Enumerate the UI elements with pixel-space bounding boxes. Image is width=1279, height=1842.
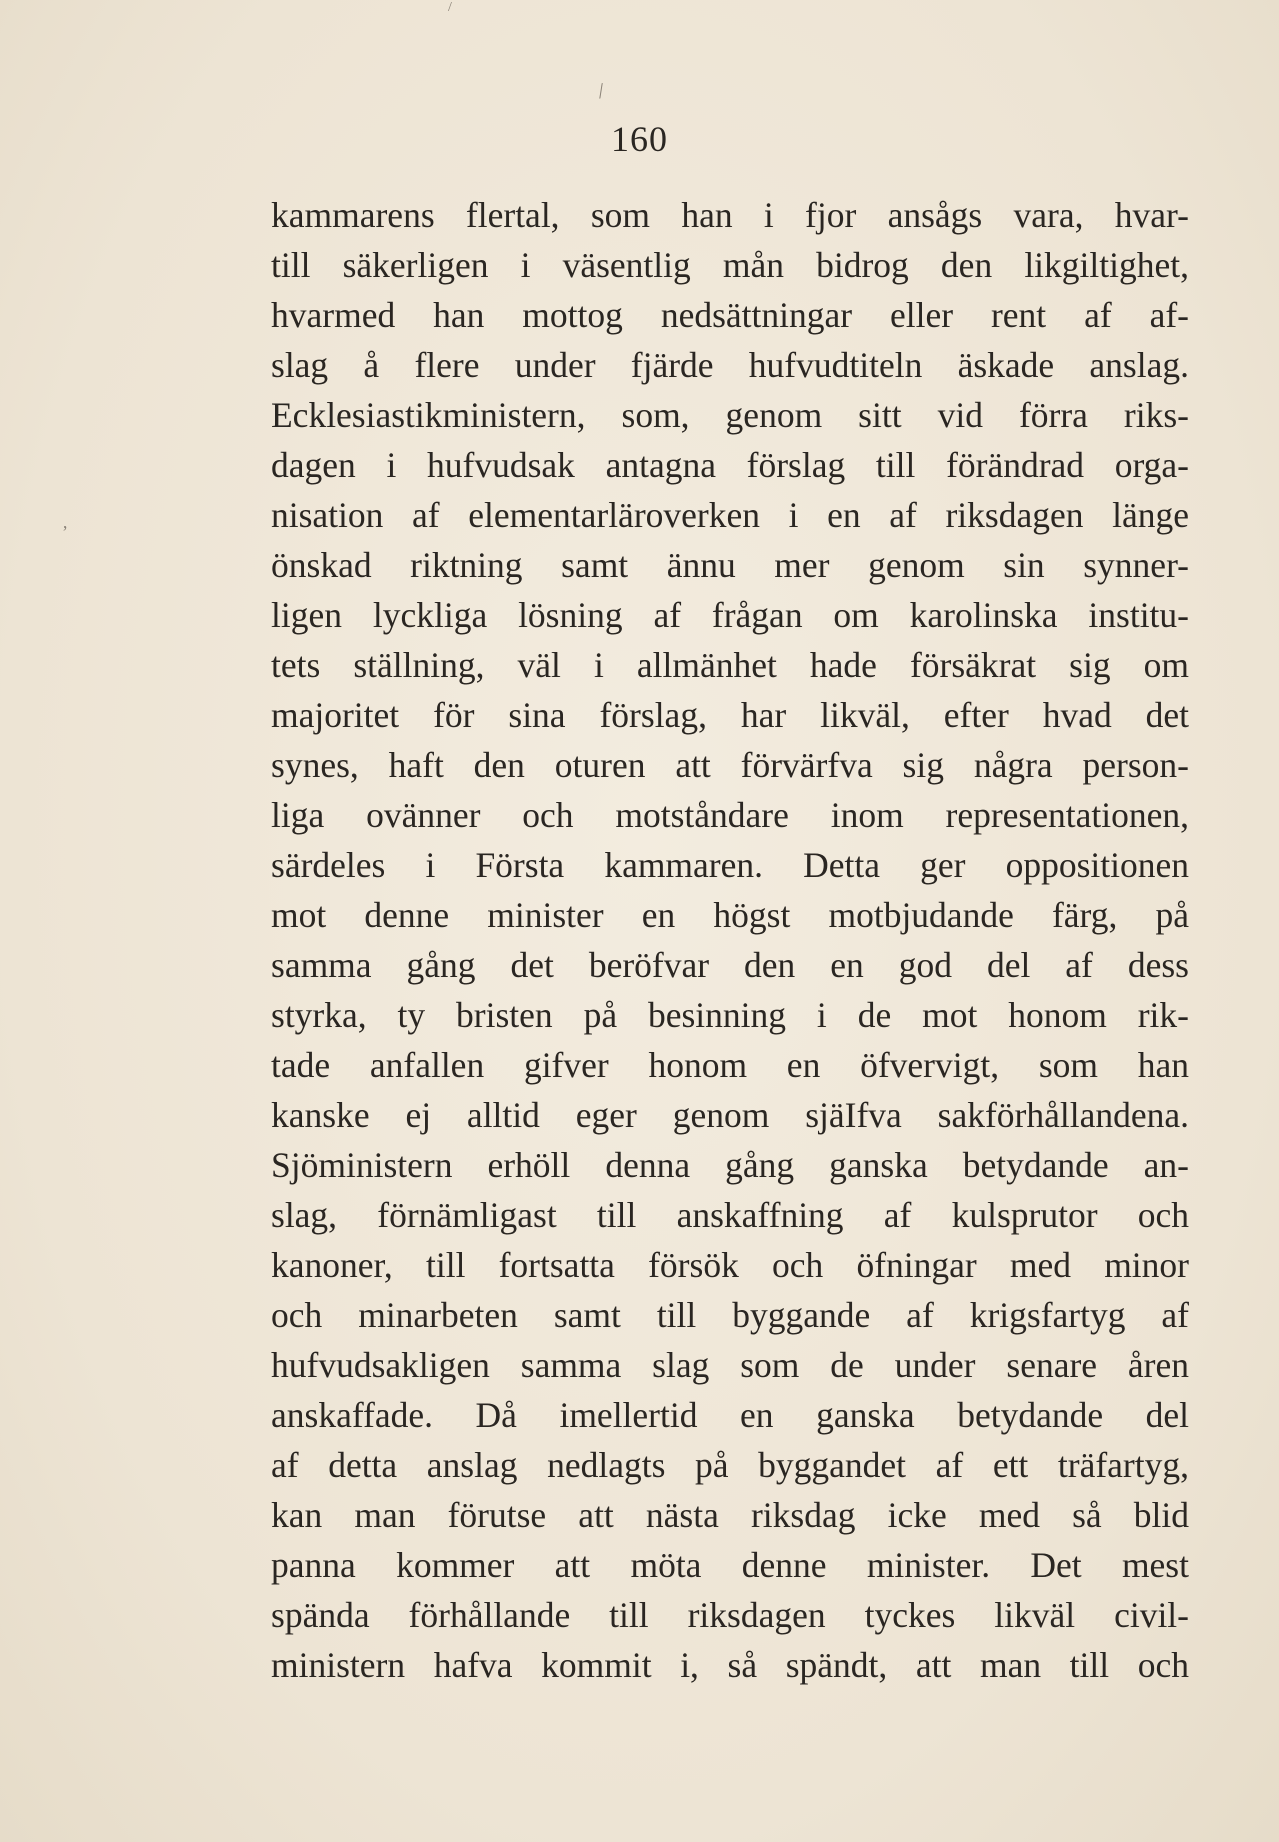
pencil-mark-top: / <box>595 77 607 104</box>
pencil-mark-edge: / <box>448 0 452 15</box>
text-line: slag å flere under fjärde hufvudtiteln äskade anslag. <box>271 345 1189 385</box>
text-line: styrka, ty bristen på besinning i de mot honom rik- <box>271 995 1189 1035</box>
page-number: 160 <box>611 119 668 159</box>
text-line: liga ovänner och motståndare inom representationen, <box>271 795 1189 835</box>
text-line: spända förhållande till riksdagen tyckes likväl civil- <box>271 1595 1189 1635</box>
text-line: panna kommer att möta denne minister. Det mest <box>271 1545 1189 1585</box>
text-line: af detta anslag nedlagts på byggandet af ett träfartyg, <box>271 1445 1189 1485</box>
text-line: ministern hafva kommit i, så spändt, att man till och <box>271 1645 1189 1685</box>
body-text <box>271 190 1189 1690</box>
text-line: samma gång det beröfvar den en god del af dess <box>271 945 1189 985</box>
text-line: önskad riktning samt ännu mer genom sin synner- <box>271 545 1189 585</box>
text-line: Sjöministern erhöll denna gång ganska betydande an- <box>271 1145 1189 1185</box>
text-line: synes, haft den oturen att förvärfva sig några person- <box>271 745 1189 785</box>
text-line: särdeles i Första kammaren. Detta ger oppositionen <box>271 845 1189 885</box>
text-line: dagen i hufvudsak antagna förslag till förändrad orga- <box>271 445 1189 485</box>
text-line: tets ställning, väl i allmänhet hade försäkrat sig om <box>271 645 1189 685</box>
text-line: kan man förutse att nästa riksdag icke med så blid <box>271 1495 1189 1535</box>
text-line: Ecklesiastikministern, som, genom sitt vid förra riks- <box>271 395 1189 435</box>
text-line: mot denne minister en högst motbjudande färg, på <box>271 895 1189 935</box>
pencil-mark-left: ’ <box>62 522 68 542</box>
text-line: till säkerligen i väsentlig mån bidrog den likgiltighet, <box>271 245 1189 285</box>
text-line: kammarens flertal, som han i fjor ansågs vara, hvar- <box>271 195 1189 235</box>
text-line: anskaffade. Då imellertid en ganska betydande del <box>271 1395 1189 1435</box>
text-line: slag, förnämligast till anskaffning af kulsprutor och <box>271 1195 1189 1235</box>
text-line: hufvudsakligen samma slag som de under senare åren <box>271 1345 1189 1385</box>
text-line: majoritet för sina förslag, har likväl, efter hvad det <box>271 695 1189 735</box>
text-line: tade anfallen gifver honom en öfvervigt, som han <box>271 1045 1189 1085</box>
text-line: ligen lyckliga lösning af frågan om karolinska institu- <box>271 595 1189 635</box>
text-line: hvarmed han mottog nedsättningar eller rent af af- <box>271 295 1189 335</box>
text-line: kanske ej alltid eger genom sjäIfva sakförhållandena. <box>271 1095 1189 1135</box>
text-line: nisation af elementarläroverken i en af riksdagen länge <box>271 495 1189 535</box>
text-line: kanoner, till fortsatta försök och öfningar med minor <box>271 1245 1189 1285</box>
text-line: och minarbeten samt till byggande af krigsfartyg af <box>271 1295 1189 1335</box>
